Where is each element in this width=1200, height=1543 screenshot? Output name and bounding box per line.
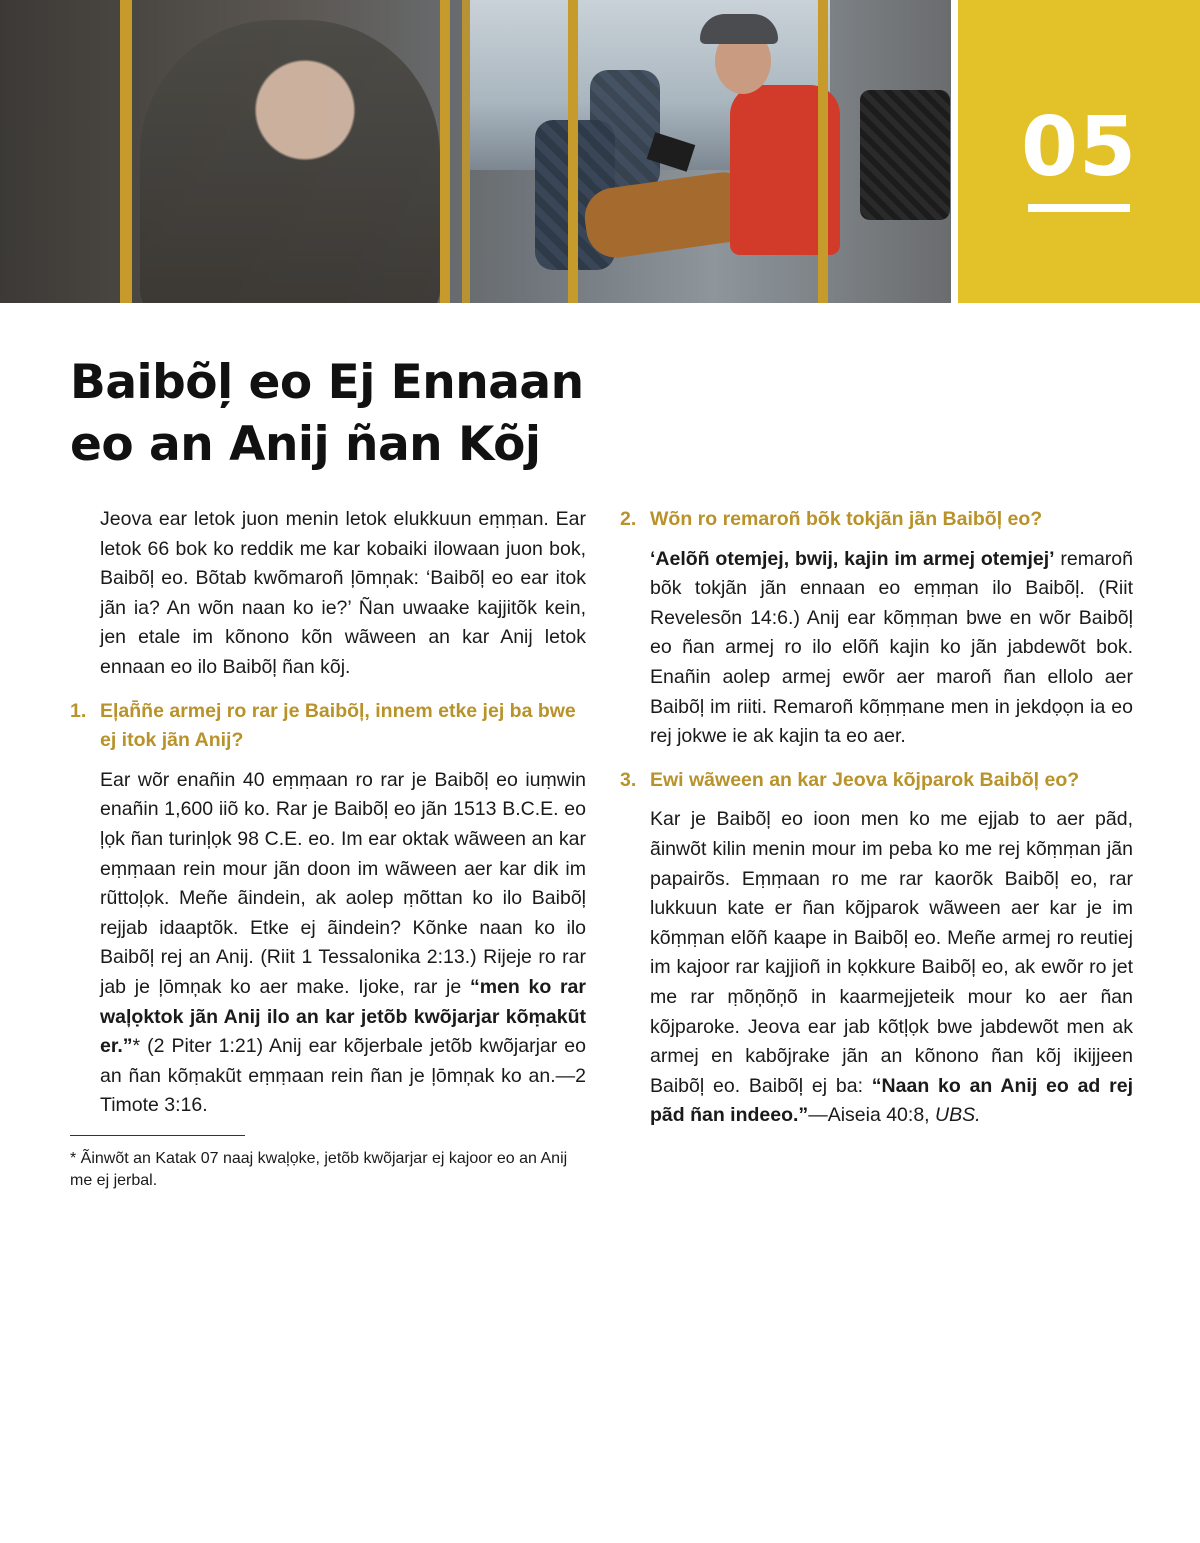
sleeping-passenger bbox=[140, 20, 440, 303]
question-3-number: 3. bbox=[620, 768, 637, 791]
grab-pole bbox=[120, 0, 132, 303]
left-column bbox=[70, 505, 586, 1192]
page-title bbox=[70, 352, 584, 476]
title-line-2: eo an Anij ñan Kõj bbox=[70, 417, 541, 472]
question-3-text: Ewi wãween an kar Jeova kõjparok Baibõļ eo? bbox=[650, 768, 1080, 791]
question-1-number: 1. bbox=[70, 699, 87, 722]
grab-pole bbox=[440, 0, 450, 303]
grab-pole bbox=[818, 0, 828, 303]
answer-1-text-b: * (2 Piter 1:21) Anij ear kõjerbale jetõb kwõjarjar eo an ñan kõṃakũt eṃṃaan rein ñan je ļōmņak ko an.—2 Timote 3:16. bbox=[100, 1035, 586, 1117]
badge-underline bbox=[1028, 204, 1130, 212]
answer-1-quote: “men ko rar waļọktok jãn Anij ilo an kar jetõb kwõjarjar kõṃakũt er.” bbox=[100, 975, 586, 1058]
answer-3-citation-source: UBS. bbox=[935, 1104, 981, 1127]
footnote: * Ãinwõt an Katak 07 naaj kwaļọke, jetõb kwõjarjar ej kajoor eo an Anij me ej jerbal. bbox=[70, 1149, 568, 1189]
question-3-heading bbox=[620, 766, 1133, 796]
question-2-heading bbox=[620, 505, 1133, 535]
answer-3-text: Kar je Baibõļ eo ioon men ko me ejjab to aer pãd, ãinwõt kilin menin mour im peba ko me rej kõṃṃan jãn papairõs. Eṃṃaan ro me rar kaorõk Baibõļ eo, rar lukkuun kate er ñan kõjparok wãween aer kar je im kõṃṃan elõñ kaape in Baibõļ eo. Meñe armej ro reutiej im kajoor rar kajjioñ in kọkkure Baibõļ eo, ak ewõr ro jet me rar ṃõņõņõ in kaarmejjeteik mour ko aer ñan kõjparoke. Jeova ear jab kõtļọk bwe jabdewõt men ak armej en kabõjrake jãn an kõnono ñan kõj ikijjeen Baibõļ eo. Baibõļ ej ba: bbox=[650, 808, 1133, 1097]
question-1-answer bbox=[100, 766, 586, 1121]
right-column bbox=[620, 505, 1133, 1131]
grab-pole bbox=[568, 0, 578, 303]
handbag bbox=[860, 90, 950, 220]
question-1-heading bbox=[70, 697, 586, 756]
footnote-divider bbox=[70, 1135, 245, 1136]
intro-paragraph: Jeova ear letok juon menin letok elukkuun eṃṃan. Ear letok 66 bok ko reddik me kar kobaiki ilowaan juon bok, Baibõļ eo. Bõtab kwõmaroñ ļōmņak: ‘Baibõļ eo ear itok jãn ia? An wõn naan ko ie?’ Ñan uwaake kajjitõk kein, jen etale im kõnono kõn wãween an kar Anij letok ennaan eo ilo Baibõļ ñan kõj. bbox=[100, 508, 586, 678]
grab-pole bbox=[462, 0, 470, 303]
lesson-number-badge bbox=[958, 0, 1200, 303]
question-2-answer bbox=[650, 545, 1133, 752]
hero-photo bbox=[0, 0, 951, 303]
answer-3-quote: “Naan ko an Anij eo ad rej pãd ñan indeeo.” bbox=[650, 1074, 1133, 1127]
question-2-text: Wõn ro remaroñ bõk tokjãn jãn Baibõļ eo? bbox=[650, 508, 1043, 530]
bus-seat bbox=[590, 70, 660, 190]
question-3-answer bbox=[650, 805, 1133, 1131]
question-1-text: Eļañ̄ñe armej ro rar je Baibõļ, innem etke jej ba bwe ej itok jãn Anij? bbox=[100, 699, 576, 752]
answer-2-text: remaroñ bõk tokjãn jãn ennaan eo eṃṃan ilo Baibõļ. (Riit Revelesõn 14:6.) Anij ear kõṃṃan bwe en wõr Baibõļ eo ñan armej ro ilo elõñ kajin ko jãn jabdewõt bok. Enañin aolep armej ewõr aer maroñ ñan ellolo aer Baibõļ im riiti. Remaroñ kõṃṃane men in jekdọọn ia eo rej jokwe ie ak kajin ta eo aer. bbox=[650, 547, 1133, 748]
answer-3-citation: —Aiseia 40:8, bbox=[808, 1104, 936, 1127]
answer-1-text-a: Ear wõr enañin 40 eṃṃaan ro rar je Baibõļ eo iuṃwin enañin 1,600 iiõ ko. Rar je Baibõļ eo jãn 1513 B.C.E. eo ļọk ñan turinļọk 98 C.E. eo. Im ear oktak wãween an kar eṃṃaan rein mour jãn doon im wãween aer kar dik im rũttoļọk. Meñe ãindein, ak aolep ṃõttan ko ilo Baibõļ rejjab idaaptõk. Etke ej ãindein? Kõnke naan ko ilo Baibõļ rej an Anij. (Riit 1 Tessalonika 2:13.) Rijeje ro rar jab je ļōmņak ko aer make. Ijoke, rar je bbox=[100, 768, 586, 998]
title-line-1: Baibõļ eo Ej Ennaan bbox=[70, 355, 584, 410]
answer-2-quote: ‘Aelõñ otemjej, bwij, kajin im armej otemjej’ bbox=[650, 547, 1055, 570]
question-2-number: 2. bbox=[620, 508, 637, 530]
lesson-number: 05 bbox=[1020, 100, 1138, 195]
reading-passenger-cap bbox=[700, 14, 778, 44]
